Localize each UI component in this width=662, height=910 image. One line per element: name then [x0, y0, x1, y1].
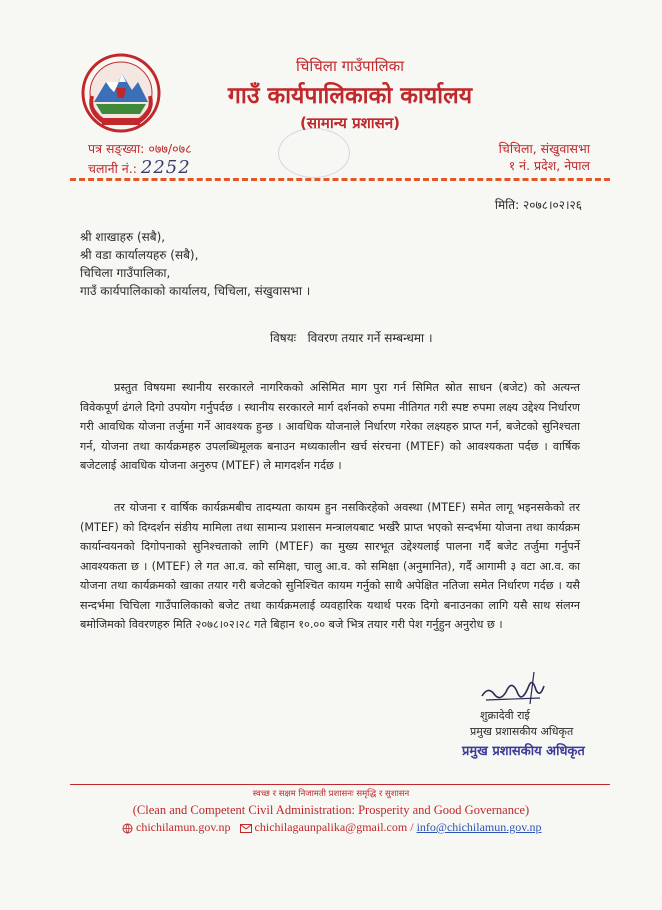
email-link-primary[interactable]: chichilagaunpalika@gmail.com	[254, 820, 408, 834]
handwritten-signature	[478, 668, 548, 708]
address-line-1: चिचिला, संखुवासभा	[498, 141, 590, 156]
footer-tagline: (Clean and Competent Civil Administration: Prosperity and Good Governance)	[132, 803, 530, 817]
website-link[interactable]: chichilamun.gov.np	[136, 820, 231, 834]
patra-label: पत्र सङ्ख्या:	[88, 141, 145, 156]
subject-text: विवरण तयार गर्ने सम्बन्धमा ।	[307, 331, 433, 345]
chalani-handwritten-value: 2252	[140, 157, 191, 178]
address-line-2: १ नं. प्रदेश, नेपाल	[508, 158, 590, 173]
recipient-line: श्री शाखाहरु (सबै),	[80, 230, 166, 244]
nepal-emblem-icon	[80, 52, 162, 134]
recipient-line: चिचिला गाउँपालिका,	[80, 266, 171, 280]
signatory-designation: प्रमुख प्रशासकीय अधिकृत	[470, 725, 574, 738]
body-paragraph-1: प्रस्तुत विषयमा स्थानीय सरकारले नागरिकको असिमित माग पुरा गर्न सिमित स्रोत साधन (बजेट) को अत्यन्त विवेकपूर्ण ढंगले दिगो उपयोग गर्नुपर्दछ । स्थानीय सरकारले मार्ग दर्शनको रुपमा नीतिगत गरी स्पष्ट रुपमा लक्ष्य उद्देश्य निर्धारण गरी आवधिक योजना तर्जुमा गर्ने आवश्यक हुन्छ । आवधिक योजनाले निर्धारण गरेका लक्ष्यहरु प्राप्त गर्न, बजेटको सुनिश्चता गर्न, योजना तथा कार्यक्रमहरु उपलब्धिमूलक बनाउन मध्यकालीन खर्च संरचना (MTEF) को आवश्यकता पर्दछ । वार्षिक बजेटलाई आवधिक योजना अनुरुप (MTEF) ले मागदर्शन गर्दछ ।	[80, 381, 580, 472]
office-title: गाउँ कार्यपालिकाको कार्यालय	[227, 83, 473, 109]
mail-icon	[240, 824, 252, 833]
email-link-info[interactable]: info@chichilamun.gov.np	[416, 820, 542, 834]
letter-date: मिति: २०७८।०२।२६	[494, 198, 582, 212]
recipient-line: गाउँ कार्यपालिकाको कार्यालय, चिचिला, संखुवासभा ।	[80, 284, 311, 298]
patra-value: ०७७/०७८	[148, 141, 192, 156]
recipient-line: श्री वडा कार्यालयहरु (सबै),	[80, 248, 199, 262]
email-separator: /	[410, 820, 414, 834]
subject-line	[270, 329, 433, 346]
section-title: (सामान्य प्रशासन)	[299, 114, 401, 132]
footer-contact	[122, 820, 541, 835]
subject-label: विषयः	[270, 331, 297, 345]
municipality-name: चिचिला गाउँपालिका	[295, 57, 405, 75]
chalani-label: चलानी नं.:	[88, 161, 137, 176]
header-divider	[70, 178, 610, 181]
signatory-name: शुक्रादेवी राई	[480, 709, 530, 722]
chalani-number	[88, 157, 191, 178]
body-paragraph-2: तर योजना र वार्षिक कार्यक्रमबीच तादम्यता कायम हुन नसकिरहेको अवस्था (MTEF) समेत लागू भइनसकेको तर (MTEF) को दिग्दर्शन संङीय मामिला तथा सामान्य प्रशासन मन्त्रालयबाट भर्खरै प्राप्त भएको सन्दर्भमा योजना तथा कार्यक्रम कार्यान्वयनको दिगोपनाको सुनिश्चताको लागि (MTEF) का मुख्य सारभूत उद्देश्यलाई पालना गर्दै बजेट तर्जुमा गर्नुपर्ने आवश्यकता छ । (MTEF) ले गत आ.व. को समिक्षा, चालु आ.व. को समिक्षा (अनुमानित), गर्दै आगामी ३ वटा आ.व. का योजना तथा कार्यक्रमको खाका तयार गरी बजेटको सुनिश्चित कायम गर्नुको साथै अपेक्षित नतिजा समेत निर्धारण गर्दछ । यसै सन्दर्भमा चिचिला गाउँपालिकाको बजेट तथा कार्यक्रमलाई व्यवहारिक यथार्थ परक दिगो बनाउनका लागि यसै साथ संलग्न बमोजिमको विवरणहरु मिति २०७८।०२।२८ गते बिहान १०.०० बजे भित्र तयार गरी पेश गर्नुहुन अनुरोध छ ।	[80, 501, 580, 631]
footer-divider	[70, 784, 610, 785]
patra-sankhya	[88, 140, 192, 157]
globe-icon	[122, 823, 133, 834]
designation-stamp: प्रमुख प्रशासकीय अधिकृत	[462, 744, 585, 759]
footer-motto: स्वच्छ र सक्षम निजामती प्रशासनः समृद्धि र सुशासन	[252, 789, 410, 799]
office-stamp-faint	[278, 128, 350, 178]
